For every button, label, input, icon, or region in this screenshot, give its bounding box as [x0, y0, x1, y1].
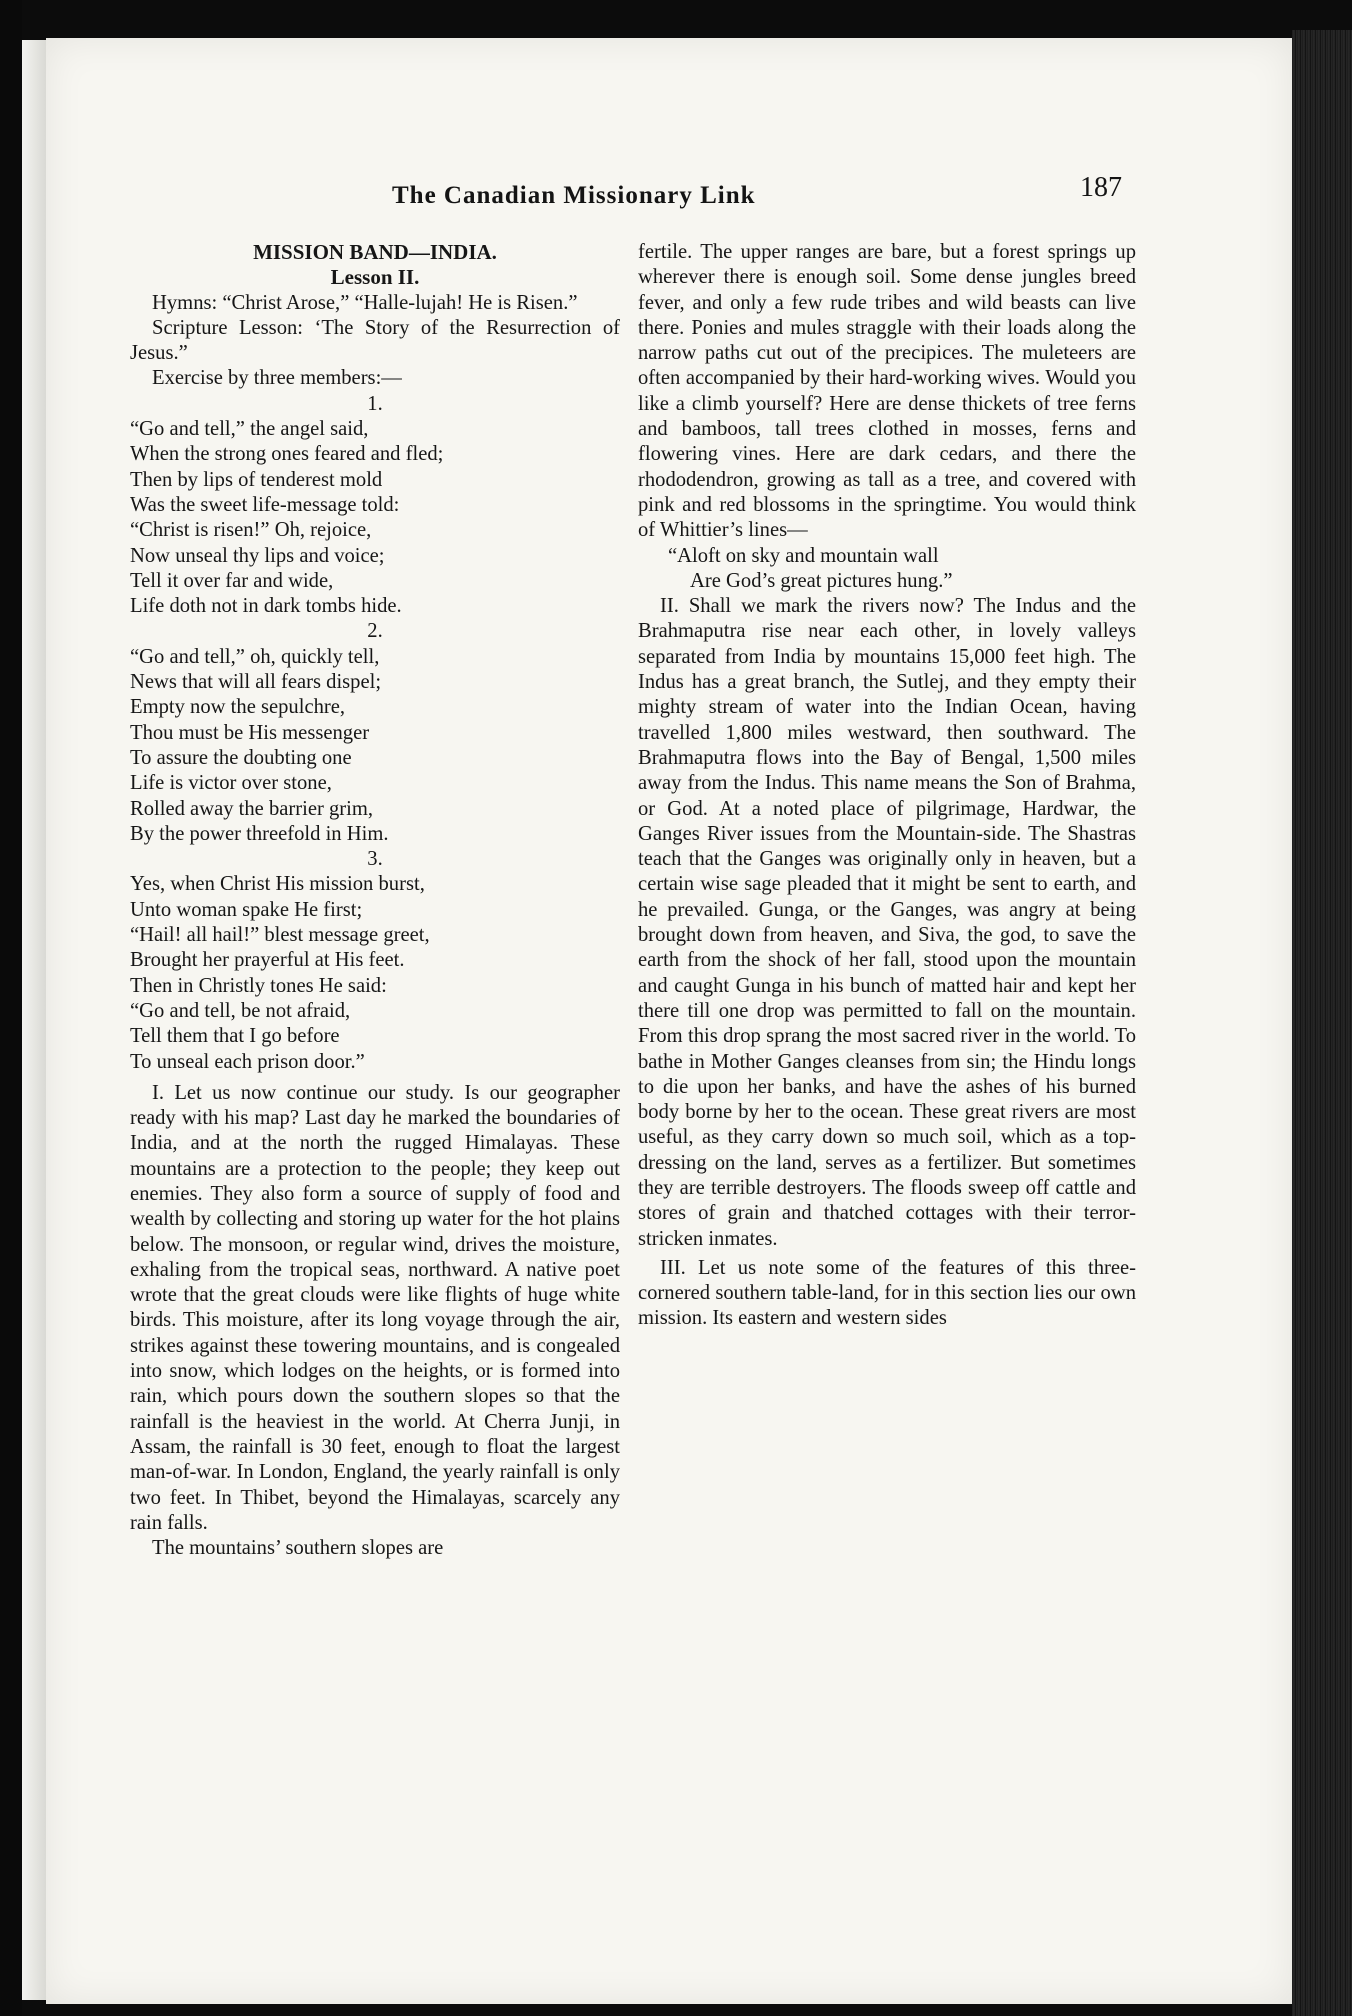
verse-line: “Christ is risen!” Oh, rejoice,: [130, 519, 372, 542]
page-spine: [22, 40, 46, 2000]
paragraph-mountains: fertile. The upper ranges are bare, but a forest springs up wherever there is enough soil. Some dense jungles breed fever, and only a few rude tribes and wild beasts can live there. Ponies and mules straggle with their loads along the narrow paths cut out of the precipices. The muleteers are often accompanied by their hard-working wives. Would you like a climb yourself? Here are dense thickets of tree ferns and bamboos, tall trees clothed in mosses, ferns and flowering vines. Here are dark cedars, and there the rhododendron, growing as tall as a tree, and covered with pink and red blossoms in the springtime. You would think of Whittier’s lines—: [638, 241, 1136, 542]
hymns-line: Hymns: “Christ Arose,” “Halle-lujah! He is Risen.”: [152, 291, 578, 314]
verse-line: News that will all fears dispel;: [130, 671, 382, 694]
verse-line: “Go and tell,” oh, quickly tell,: [130, 645, 380, 668]
stanza-number: 2.: [367, 620, 383, 643]
verse-line: “Hail! all hail!” blest message greet,: [130, 924, 430, 947]
verse-line: Then by lips of tenderest mold: [130, 468, 383, 491]
paragraph-continues: The mountains’ southern slopes are: [152, 1537, 444, 1560]
verse-line: Empty now the sepulchre,: [130, 696, 346, 719]
verse-line: “Go and tell,” the angel said,: [130, 418, 369, 441]
running-title: The Canadian Missionary Link: [392, 182, 756, 209]
verse-line: Life is victor over stone,: [130, 772, 332, 795]
verse-line: Thou must be His messenger: [130, 721, 370, 744]
verse-line: By the power threefold in Him.: [130, 822, 389, 845]
verse-line: When the strong ones feared and fled;: [130, 443, 444, 466]
section-heading: MISSION BAND—INDIA.: [253, 240, 497, 264]
left-column: [130, 240, 620, 1561]
verse-line: To unseal each prison door.”: [130, 1050, 365, 1073]
verse-line: To assure the doubting one: [130, 746, 352, 769]
book-page-edges: [1292, 30, 1352, 2016]
verse-line: Rolled away the barrier grim,: [130, 797, 374, 820]
stanza-1: [130, 392, 620, 620]
poem-quote-line: “Aloft on sky and mountain wall: [668, 544, 939, 567]
verse-line: Now unseal thy lips and voice;: [130, 544, 385, 567]
verse-line: Brought her prayerful at His feet.: [130, 949, 405, 972]
poem-quote-line: Are God’s great pictures hung.”: [690, 569, 953, 592]
paragraph-tableland: III. Let us note some of the features of this three-cornered southern table-land, for in this section lies our own mission. Its eastern and western sides: [638, 1256, 1136, 1330]
stanza-2: [130, 619, 620, 847]
stanza-number: 3.: [367, 848, 383, 871]
verse-line: Yes, when Christ His mission burst,: [130, 873, 425, 896]
verse-line: Tell it over far and wide,: [130, 569, 334, 592]
scripture-line: Scripture Lesson: ‘The Story of the Resurrection of Jesus.”: [130, 316, 620, 365]
paragraph-geography: I. Let us now continue our study. Is our geographer ready with his map? Last day he marked the boundaries of India, and at the north the rugged Himalayas. These mountains are a protection to the people; they keep out enemies. They also form a source of supply of food and wealth by collecting and storing up water for the hot plains below. The monsoon, or regular wind, drives the moisture, exhaling from the tropical seas, northward. A native poet wrote that the great clouds were like flights of huge white birds. This moisture, after its long voyage through the air, strikes against these towering mountains, and is congealed into snow, which lodges on the heights, or is formed into rain, which pours down the southern slopes so that the rainfall is the heaviest in the world. At Cherra Junji, in Assam, the rainfall is 30 feet, enough to float the largest man-of-war. In London, England, the yearly rainfall is only two feet. In Thibet, beyond the Himalayas, scarcely any rain falls.: [130, 1081, 620, 1534]
exercise-line: Exercise by three members:—: [152, 367, 402, 390]
verse-line: Unto woman spake He first;: [130, 898, 363, 921]
stanza-3: [130, 847, 620, 1075]
paragraph-rivers: II. Shall we mark the rivers now? The Indus and the Brahmaputra rise near each other, in lovely valleys separated from India by mountains 15,000 feet high. The Indus has a great branch, the Sutlej, and they empty their mighty stream of water into the Indian Ocean, having travelled 1,800 miles westward, then southward. The Brahmaputra flows into the Bay of Bengal, 1,500 miles away from the Indus. This name means the Son of Brahma, or God. At a noted place of pilgrimage, Hardwar, the Ganges River issues from the Mountain-side. The Shastras teach that the Ganges was originally only in heaven, but a certain wise sage pleaded that it might be sent to earth, and he prevailed. Gunga, or the Ganges, was angry at being brought down from heaven, and Siva, the god, to save the earth from the shock of her fall, stood upon the mountain and caught Gunga in his bunch of matted hair and kept her there till one drop was permitted to fall on the mountain. From this drop sprang the most sacred river in the world. To bathe in Mother Ganges cleanses from sin; the Hindu longs to die upon her banks, and have the ashes of his burned body borne by her to the ocean. These great rivers are most useful, as they carry down so much soil, which as a top-dressing on the land, serves as a fertilizer. But sometimes they are terrible destroyers. The floods sweep off cattle and stores of grain and thatched cottages with their terror-stricken inmates.: [638, 595, 1136, 1250]
verse-line: Then in Christly tones He said:: [130, 974, 387, 997]
page-number: 187: [1080, 172, 1122, 203]
lesson-subheading: Lesson II.: [330, 265, 420, 290]
verse-line: Was the sweet life-message told:: [130, 493, 400, 516]
right-column: [638, 240, 1136, 1332]
verse-line: Tell them that I go before: [130, 1025, 340, 1048]
scan-frame-left: [0, 0, 22, 2016]
stanza-number: 1.: [367, 392, 383, 415]
verse-line: Life doth not in dark tombs hide.: [130, 595, 402, 618]
verse-line: “Go and tell, be not afraid,: [130, 999, 351, 1022]
